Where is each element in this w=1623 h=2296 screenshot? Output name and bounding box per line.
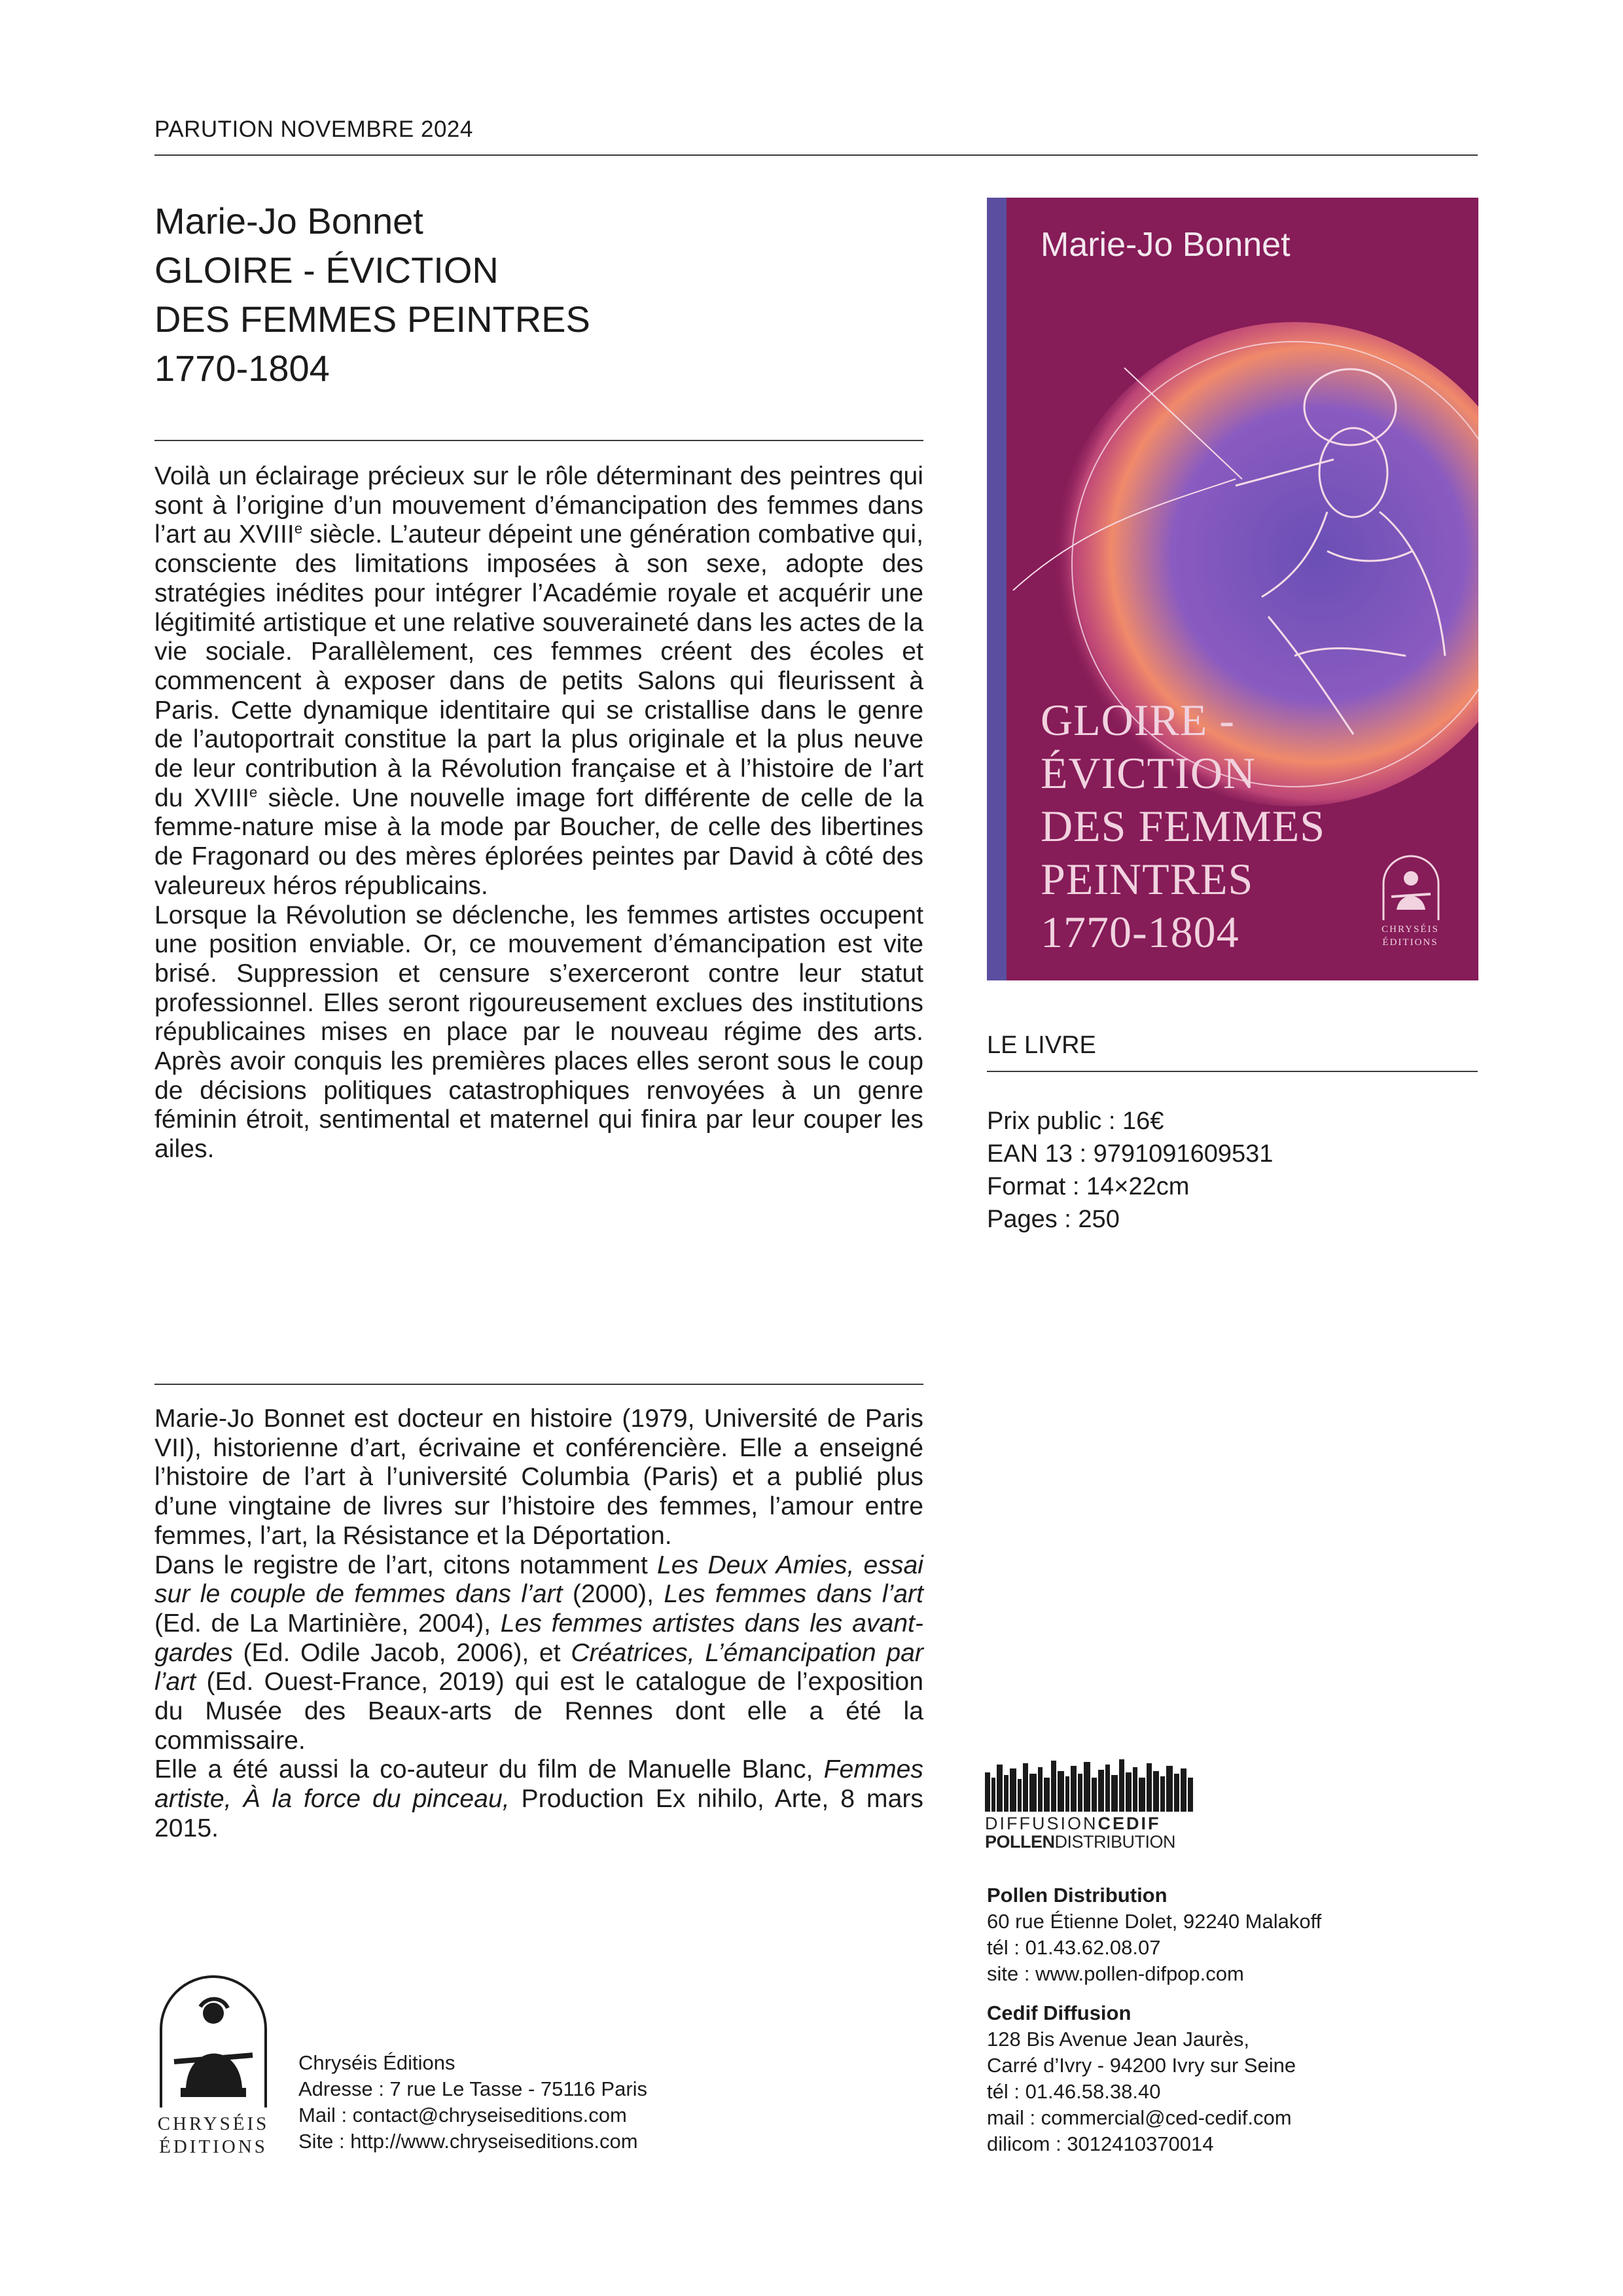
chryseis-logo-icon	[1380, 852, 1442, 920]
title-line: GLOIRE - ÉVICTION	[154, 249, 499, 291]
cover-author: Marie-Jo Bonnet	[1041, 226, 1291, 264]
pollen-name: Pollen Distribution	[987, 1884, 1168, 1907]
publisher-mail: Mail : contact@chryseiseditions.com	[298, 2104, 627, 2126]
publisher-site: Site : http://www.chryseiseditions.com	[298, 2130, 638, 2153]
description-paragraph: Voilà un éclairage précieux sur le rôle déterminant des peintres qui sont à l’origine d’un mouvement d’émancipation des femmes dans l’art au XVIIIe siècle. L’auteur dépeint une génération combative qui, consciente des limitations imposées à son sexe, adopte des stratégies inédites pour intégrer l’Académie royale et acquérir une légitimité artistique et une relative souveraineté dans les actes de la vie sociale. Parallèlement, ces femmes créent des écoles et commencent à exposer dans de petits Salons qui fleurissent à Paris. Cette dynamique identitaire qui se cristallise dans le genre de l’autoportrait constitue la part la plus originale et la plus neuve de leur contribution à la Révolution française et à l’histoire de l’art du XVIIIe siècle. Une nouvelle image fort différente de celle de la femme-nature mise à la mode par Boucher, de celle des libertines de Fragonard ou des mères éplorées peintes par David à côté des valeureux héros républicains.	[154, 462, 923, 900]
release-label: PARUTION NOVEMBRE 2024	[154, 117, 473, 142]
le-livre-divider	[987, 1071, 1478, 1072]
publisher-logo-text: CHRYSÉIS ÉDITIONS	[157, 2113, 270, 2157]
books-logo-icon	[985, 1758, 1194, 1812]
author-name: Marie-Jo Bonnet	[154, 200, 423, 242]
book-title-block	[154, 196, 590, 393]
cover-side-strip	[987, 198, 1007, 980]
spec-pages: Pages : 250	[987, 1206, 1120, 1233]
spec-price: Prix public : 16€	[987, 1107, 1164, 1135]
bio-paragraph: Elle a été aussi la co-auteur du film de Manuelle Blanc, Femmes artiste, À la force du pinceau, Production Ex nihilo, Arte, 8 mars 2015.	[154, 1755, 924, 1842]
chryseis-publisher-logo-icon	[154, 1970, 272, 2108]
author-bio	[154, 1405, 923, 1844]
cedif-name: Cedif Diffusion	[987, 2001, 1132, 2024]
book-cover	[987, 198, 1478, 980]
cover-title: GLOIRE - ÉVICTION DES FEMMES PEINTRES 1770-1804	[1041, 695, 1326, 957]
publisher-contact	[298, 2050, 647, 2155]
bio-divider	[154, 1384, 923, 1385]
header-divider	[154, 154, 1478, 156]
book-description	[154, 462, 923, 1164]
publisher-address: Adresse : 7 rue Le Tasse - 75116 Paris	[298, 2077, 648, 2100]
publisher-name: Chryséis Éditions	[298, 2051, 455, 2074]
dist-logo-line-1: DIFFUSIONCEDIF	[985, 1814, 1161, 1833]
spec-ean: EAN 13 : 9791091609531	[987, 1140, 1274, 1168]
cover-logo-text: CHRYSÉIS ÉDITIONS	[1382, 924, 1439, 948]
title-line: DES FEMMES PEINTRES	[154, 298, 590, 340]
title-line: 1770-1804	[154, 348, 330, 389]
bio-paragraph: Marie-Jo Bonnet est docteur en histoire (1979, Université de Paris VII), historienne d’art, écrivaine et conférencière. Elle a enseigné l’histoire de l’art à l’université Columbia (Paris) et a publié plus d’une vingtaine de livres sur l’histoire des femmes, l’amour entre femmes, l’art, la Résistance et la Déportation.	[154, 1405, 923, 1550]
pollen-address: Pollen Distribution 60 rue Étienne Dolet, 92240 Malakoff tél : 01.43.62.08.07 site : www.pollen-difpop.com	[987, 1884, 1322, 1985]
bio-paragraph: Dans le registre de l’art, citons notamment Les Deux Amies, essai sur le couple de femmes dans l’art (2000), Les femmes dans l’art (Ed. de La Martinière, 2004), Les femmes artistes dans les avant-gardes (Ed. Odile Jacob, 2006), et Créatrices, L’émancipation par l’art (Ed. Ouest-France, 2019) qui est le catalogue de l’exposition du Musée des Beaux-arts de Rennes dont elle a été la commissaire.	[154, 1551, 923, 1755]
description-paragraph: Lorsque la Révolution se déclenche, les femmes artistes occupent une position enviable. Or, ce mouvement d’émancipation est vite brisé. Suppression et censure s’exerceront contre leur statut professionnel. Elles seront rigoureusement exclues des institutions républicaines mises en place par le nouveau régime des arts. Après avoir conquis les premières places elles seront sous le coup de décisions politiques catastrophiques renvoyées à un genre féminin étroit, sentimental et maternel qui finira par leur couper les ailes.	[154, 901, 923, 1164]
spec-format: Format : 14×22cm	[987, 1173, 1190, 1200]
book-specs	[987, 1105, 1273, 1236]
cedif-address: Cedif Diffusion 128 Bis Avenue Jean Jaurès, Carré d’Ivry - 94200 Ivry sur Seine tél : 01.46.58.38.40 mail : commercial@ced-cedif.com dilicom : 3012410370014	[987, 2001, 1296, 2155]
le-livre-heading: LE LIVRE	[987, 1031, 1096, 1059]
description-divider	[154, 440, 923, 441]
dist-logo-line-2: POLLENDISTRIBUTION	[985, 1832, 1176, 1852]
